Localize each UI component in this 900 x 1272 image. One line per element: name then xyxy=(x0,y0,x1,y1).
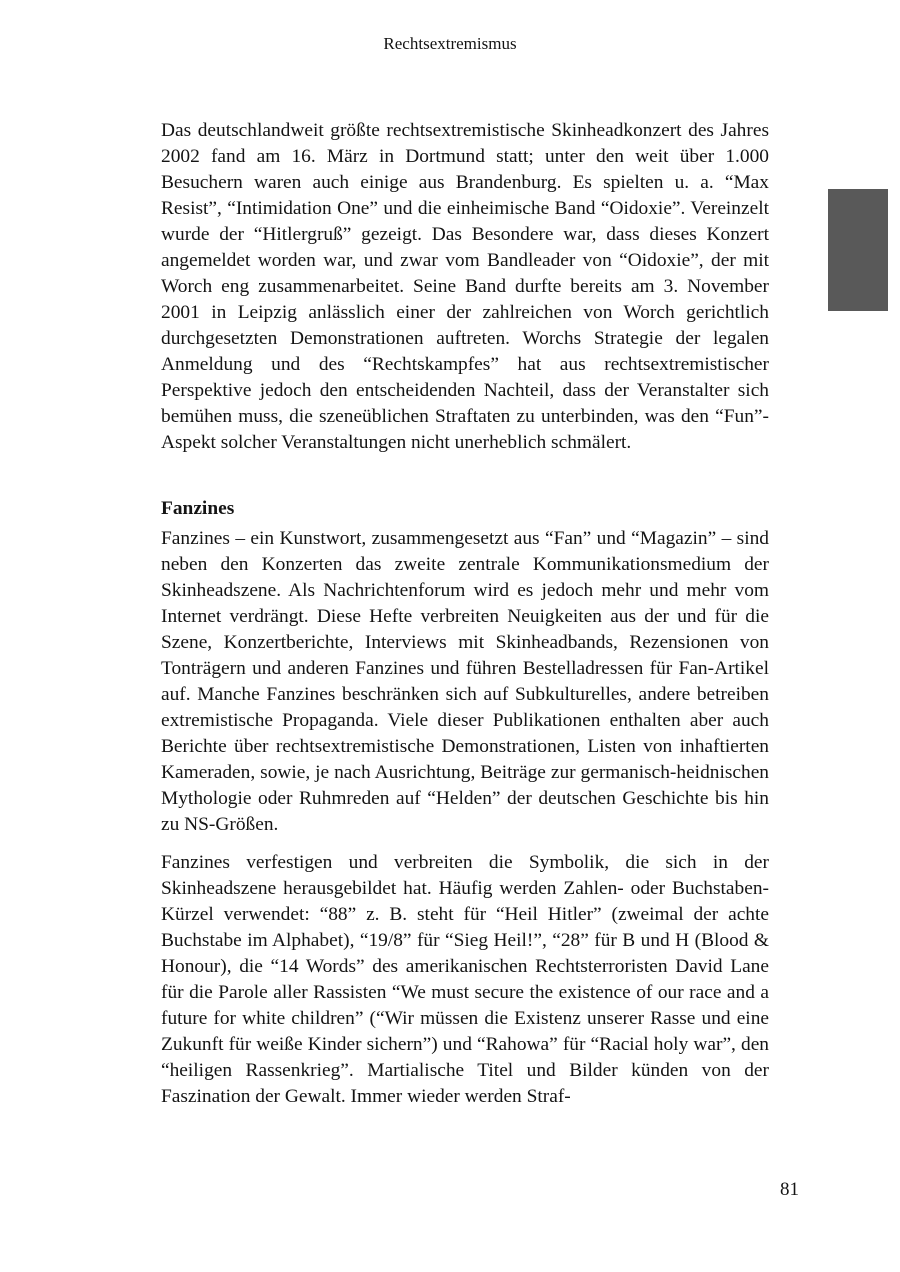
paragraph-fanzines-symbolism: Fanzines verfestigen und verbreiten die Symbolik, die sich in der Skinheadszene herausgebildet hat. Häufig werden Zahlen- oder Buchstaben-Kürzel verwendet: “88” z. B. steht für “Heil Hitler” (zweimal der achte Buchstabe im Alphabet), “19/8” für “Sieg Heil!”, “28” für B und H (Blood & Honour), die “14 Words” des amerikanischen Rechtsterroristen David Lane für die Parole aller Rassisten “We must secure the existence of our race and a future for white children” (“Wir müssen die Existenz unserer Rasse und eine Zukunft für weiße Kinder sichern”) und “Rahowa” für “Racial holy war”, den “heiligen Rassenkrieg”. Martialische Titel und Bilder künden von der Faszination der Gewalt. Immer wieder werden Straf- xyxy=(161,852,769,1107)
paragraph-concert: Das deutschlandweit größte rechtsextremistische Skinheadkonzert des Jahres 2002 fand am 16. März in Dortmund statt; unter den weit über 1.000 Besuchern waren auch einige aus Brandenburg. Es spielten u. a. “Max Resist”, “Intimidation One” und die einheimische Band “Oidoxie”. Vereinzelt wurde der “Hitlergruß” gezeigt. Das Besondere war, dass dieses Konzert angemeldet worden war, und zwar vom Bandleader von “Oidoxie”, der mit Worch eng zusammenarbeitet. Seine Band durfte bereits am 3. November 2001 in Leipzig anlässlich einer der zahlreichen von Worch gerichtlich durchgesetzten Demonstrationen auftreten. Worchs Strategie der legalen Anmeldung und des “Rechtskampfes” hat aus rechtsextremistischer Perspektive jedoch den entscheidenden Nachteil, dass der Veranstalter sich bemühen muss, die szeneüblichen Straftaten zu unterbinden, was den “Fun”-Aspekt solcher Veranstaltungen nicht unerheblich schmälert. xyxy=(161,120,769,453)
main-text xyxy=(161,118,769,1110)
chapter-thumb-tab xyxy=(828,189,888,311)
page-number: 81 xyxy=(780,1179,799,1200)
section-heading-fanzines: Fanzines xyxy=(161,498,235,519)
paragraph-fanzines-intro: Fanzines – ein Kunstwort, zusammengesetzt aus “Fan” und “Magazin” – sind neben den Konzerten das zweite zentrale Kommunikationsmedium der Skinheadszene. Als Nachrichtenforum wird es jedoch mehr und mehr vom Internet verdrängt. Diese Hefte verbreiten Neuigkeiten aus der und für die Szene, Konzertberichte, Interviews mit Skinheadbands, Rezensionen von Tonträgern und anderen Fanzines und führen Bestelladressen für Fan-Artikel auf. Manche Fanzines beschränken sich auf Subkulturelles, andere betreiben extremistische Propaganda. Viele dieser Publikationen enthalten aber auch Berichte über rechtsextremistische Demonstrationen, Listen von inhaftierten Kameraden, sowie, je nach Ausrichtung, Beiträge zur germanisch-heidnischen Mythologie oder Ruhmreden auf “Helden” der deutschen Geschichte bis hin zu NS-Größen. xyxy=(161,528,769,835)
running-head: Rechtsextremismus xyxy=(383,34,517,53)
